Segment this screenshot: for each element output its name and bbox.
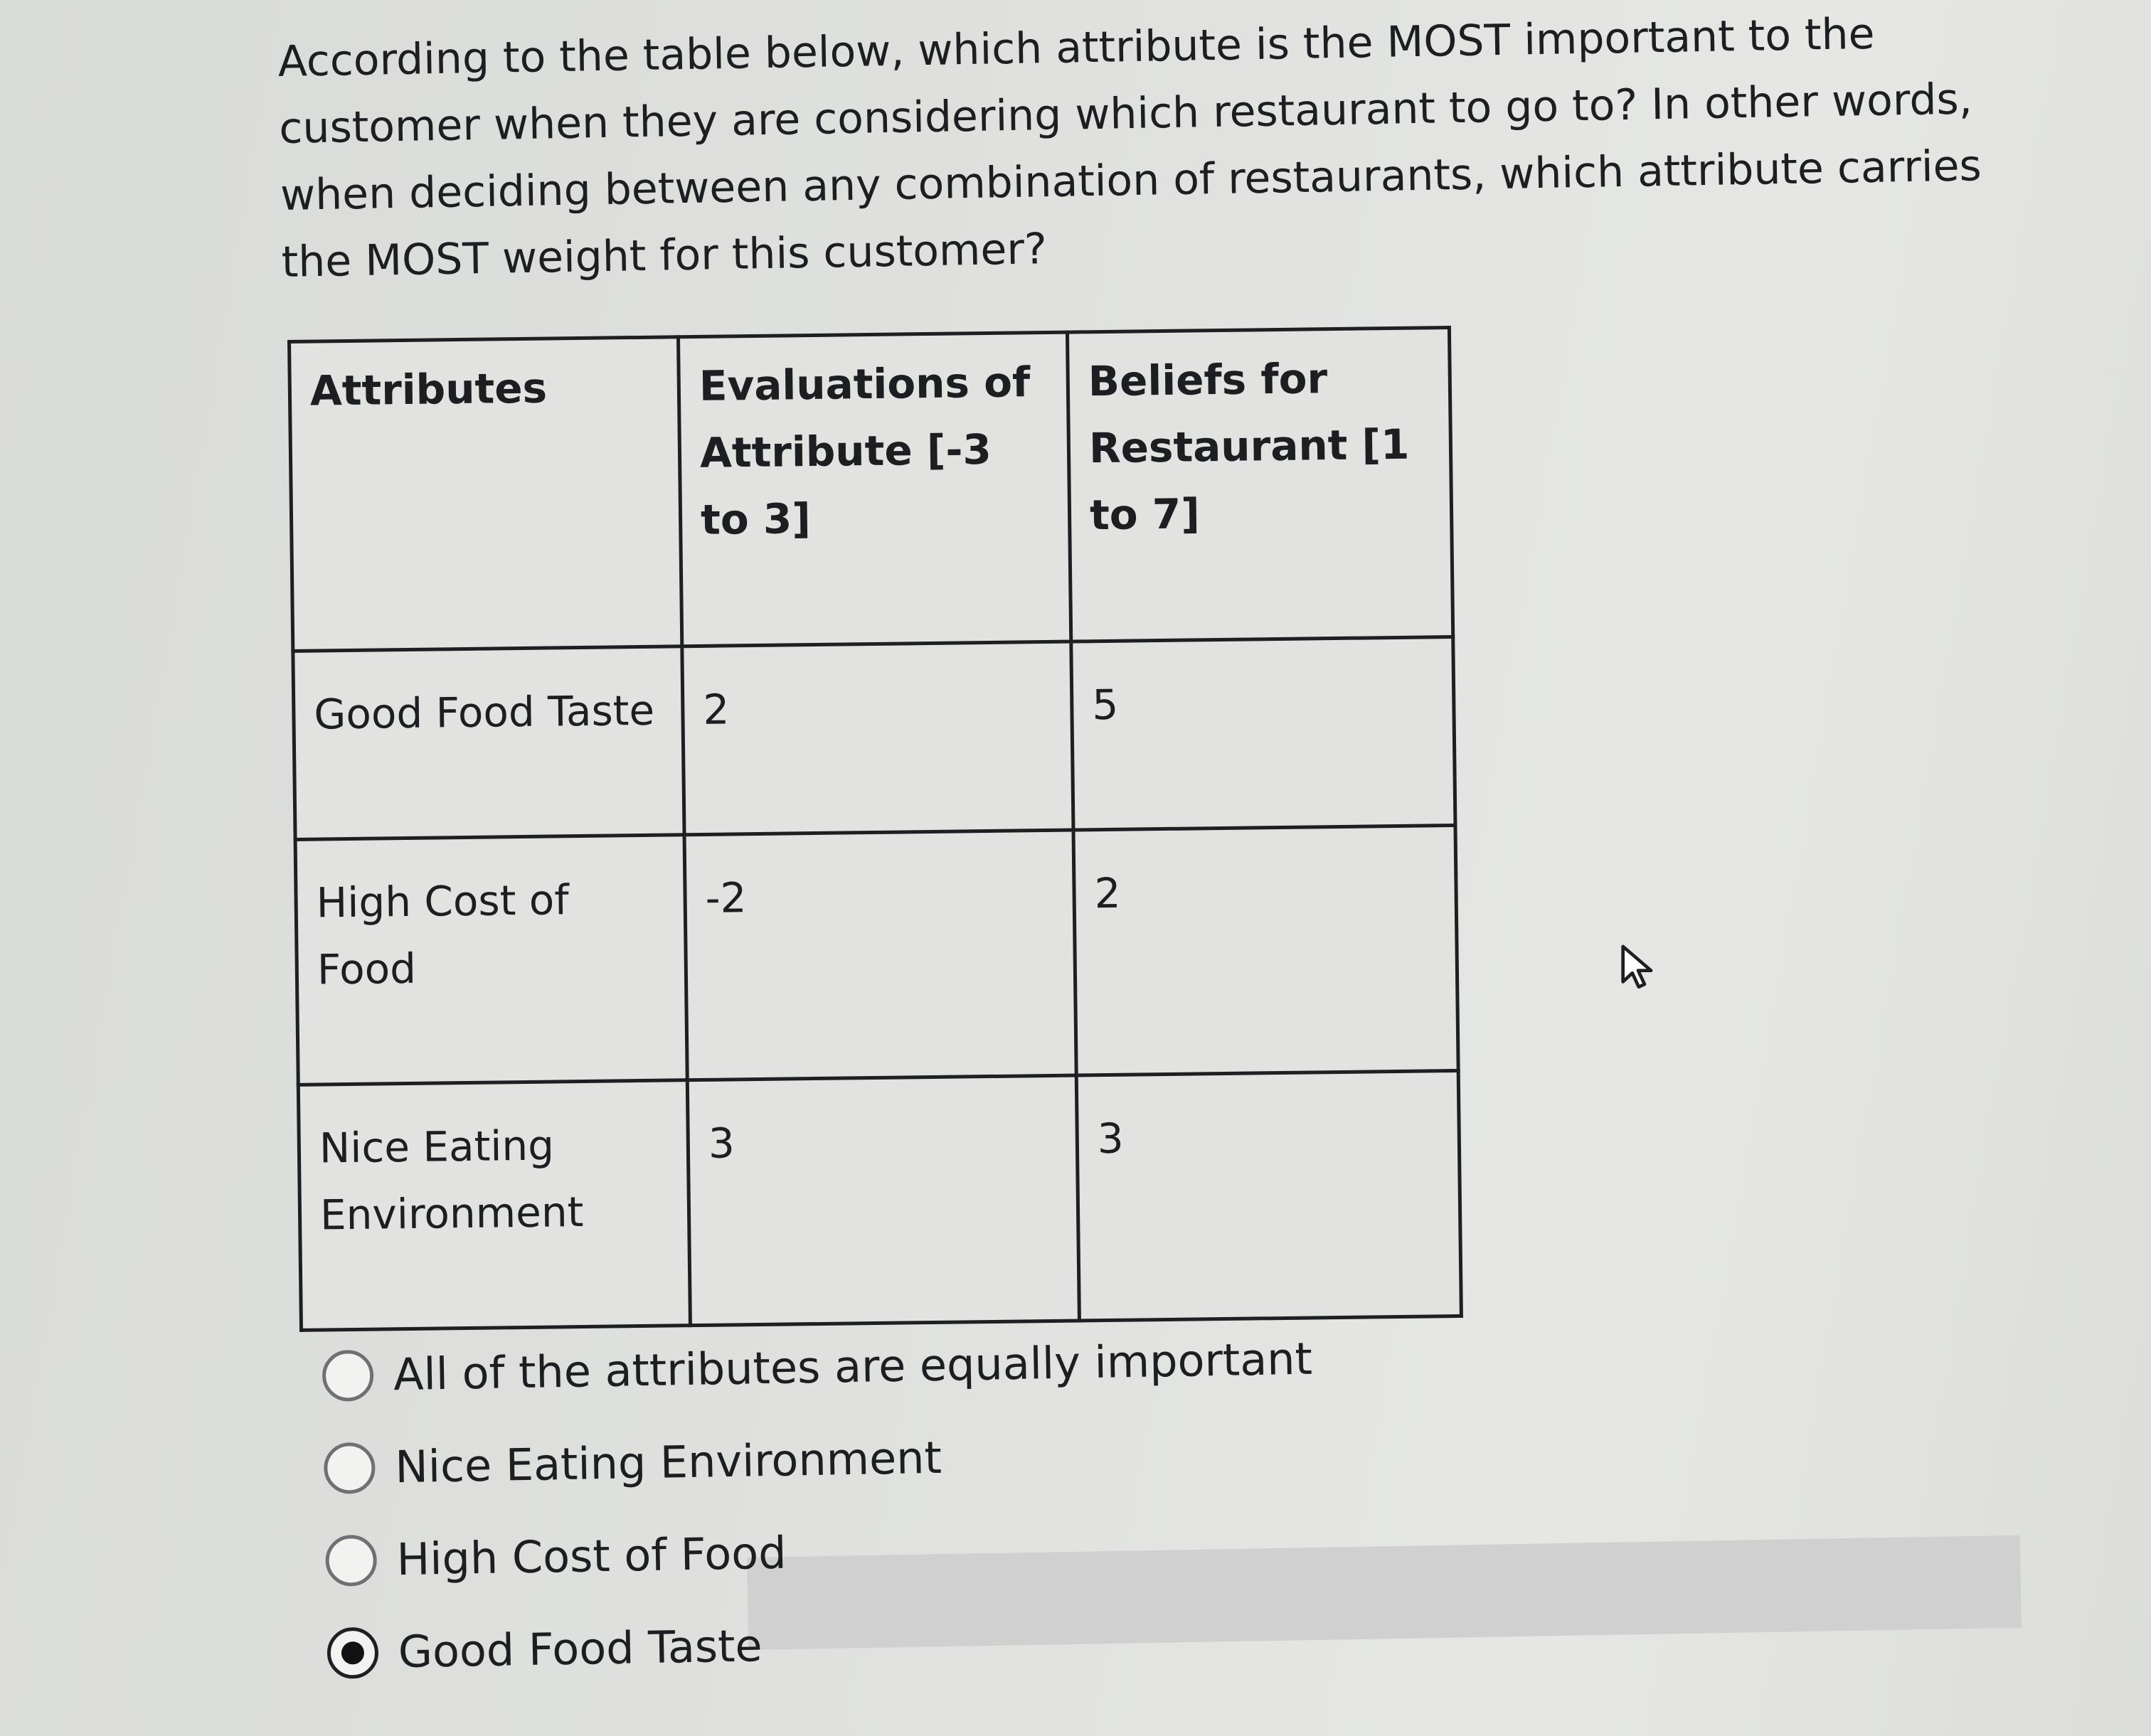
option-label[interactable]: High Cost of Food	[396, 1526, 787, 1586]
table-header-row	[290, 328, 1453, 651]
attributes-table-container	[287, 326, 1463, 1332]
table-row	[295, 825, 1458, 1085]
header-attributes: Attributes	[290, 337, 682, 651]
radio-dot	[341, 1641, 365, 1665]
evaluation-cell: 3	[687, 1075, 1079, 1326]
belief-cell: 2	[1073, 825, 1458, 1075]
attributes-table	[287, 326, 1463, 1332]
table-row	[293, 637, 1455, 840]
header-evaluations: Evaluations of Attribute [-3 to 3]	[678, 332, 1071, 646]
option-label[interactable]: Nice Eating Environment	[394, 1431, 942, 1493]
attribute-cell: High Cost of Food	[295, 835, 687, 1085]
option-label[interactable]: Good Food Taste	[398, 1619, 763, 1678]
radio-empty-icon[interactable]	[324, 1442, 376, 1494]
option-all-equal[interactable]	[322, 1313, 1313, 1422]
mouse-pointer-icon	[1615, 942, 1664, 992]
radio-filled-icon[interactable]	[326, 1627, 378, 1679]
answer-options	[322, 1313, 1318, 1700]
option-label[interactable]: All of the attributes are equally important	[393, 1332, 1313, 1401]
radio-empty-icon[interactable]	[325, 1535, 377, 1587]
belief-cell: 5	[1071, 637, 1455, 831]
attribute-cell: Good Food Taste	[293, 646, 684, 840]
option-good-food-taste[interactable]	[326, 1590, 1318, 1700]
option-nice-eating-environment[interactable]	[323, 1405, 1314, 1515]
evaluation-cell: 2	[682, 641, 1073, 835]
attribute-cell: Nice Eating Environment	[298, 1080, 690, 1331]
radio-empty-icon[interactable]	[322, 1350, 374, 1402]
question-text: According to the table below, which attribute is the MOST important to the customer when they are considering which restaurant to go to? In other words, when deciding between any combination of restaurants, which attribute carries the MOST weight for this customer?	[277, 9, 1982, 287]
header-beliefs: Beliefs for Restaurant [1 to 7]	[1067, 328, 1452, 642]
belief-cell: 3	[1076, 1070, 1461, 1321]
evaluation-cell: -2	[684, 830, 1076, 1080]
option-high-cost-of-food[interactable]	[325, 1498, 1317, 1607]
table-row	[298, 1070, 1461, 1330]
